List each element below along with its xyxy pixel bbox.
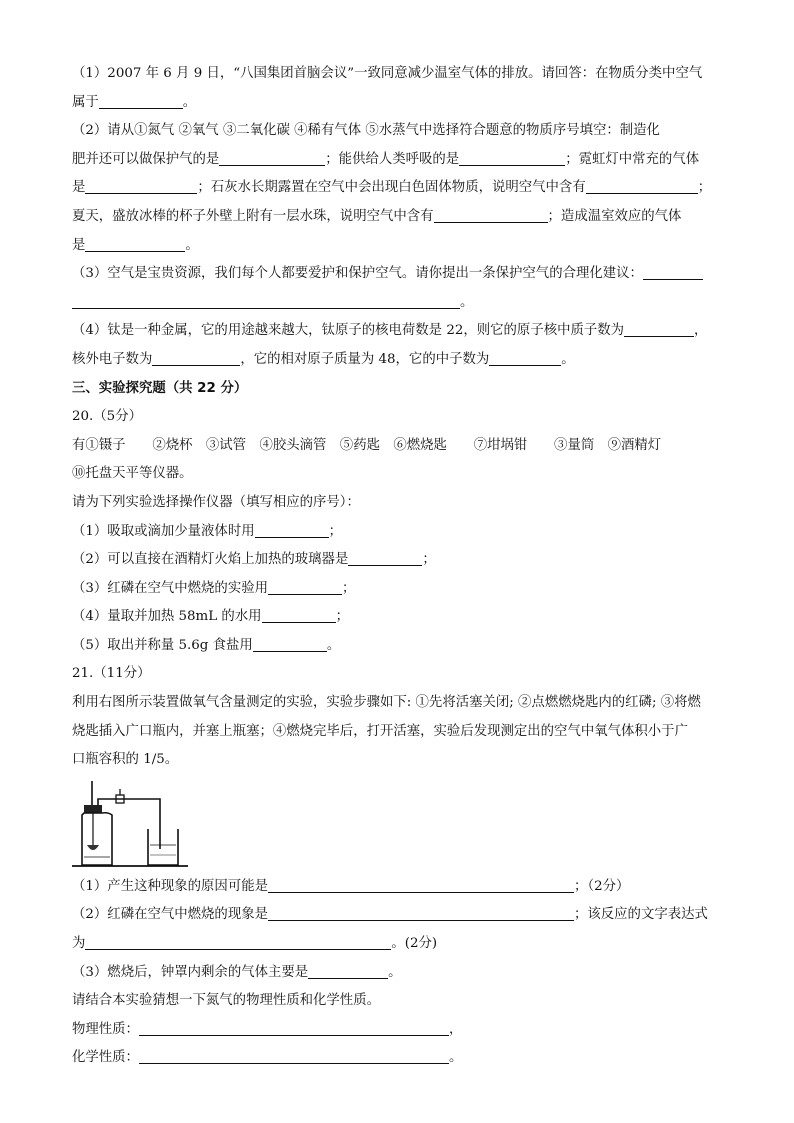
answer-blank[interactable] [348,550,422,566]
q20-tools-line1: 有①镊子 ②烧杯 ③试管 ④胶头滴管 ⑤药匙 ⑥燃烧匙 ⑦坩埚钳 ③量筒 ⑨酒精灯 [72,437,662,453]
apparatus-figure [72,775,732,873]
q19-text: ；能供给人类呼吸的是 [325,151,460,167]
punct: ； [328,523,342,539]
q21-text: 物理性质： [72,1021,139,1037]
q21-intro-line2: 烧匙插入广口瓶内，并塞上瓶塞；④燃烧完毕后，打开活塞，实验后发现测定出的空气中氧气体积小于广 [72,723,688,739]
q19-part1-prefix: 属于 [72,94,99,110]
q21-intro-line3: 口瓶容积的 1/5。 [72,752,179,768]
answer-blank[interactable] [489,350,561,366]
q21-physical [72,1016,732,1045]
q21-sub-3 [72,959,732,988]
punct: ； [422,552,436,568]
q19-part1-text: （1）2007 年 6 月 9 日，“八国集团首脑会议”一致同意减少温室气体的排放。请回答：在物质分类中空气 [72,66,703,81]
answer-blank[interactable] [253,636,327,652]
q20-item-4 [72,603,732,632]
q20-item-5 [72,632,732,661]
q21-guess: 请结合本实验猜想一下氮气的物理性质和化学性质。 [72,993,380,1009]
q19-part2-line2 [72,146,732,175]
answer-blank[interactable] [139,1020,449,1036]
punct: ， [694,323,708,339]
q20-item-2 [72,546,732,575]
punct: 。 [326,637,341,653]
q19-part3-text: （3）空气是宝贵资源，我们每个人都要爱护和保护空气。请你提出一条保护空气的合理化建议： [72,266,643,282]
q19-text: 夏天，盛放冰棒的杯子外壁上附有一层水珠，说明空气中含有 [72,208,434,224]
q19-part2-text: （2）请从①氮气 ②氧气 ③二氧化碳 ④稀有气体 ⑤水蒸气中选择符合题意的物质序号填空：制造化 [72,123,660,139]
q21-text: （1）产生这种现象的原因可能是 [72,878,268,894]
answer-blank[interactable] [262,607,336,623]
q20-item-text: （2）可以直接在酒精灯火焰上加热的玻璃器是 [72,552,349,568]
answer-blank[interactable] [99,93,183,109]
answer-blank[interactable] [268,905,574,921]
q19-part1-line2 [72,89,732,118]
answer-blank[interactable] [643,264,703,280]
punct: 。 [388,964,402,980]
q20-heading: 20.（5分） [72,409,142,425]
q21-text: 。(2分) [391,936,438,952]
q20-item-text: （4）量取并加热 58mL 的水用 [72,609,262,625]
q21-sub-2 [72,901,732,930]
q21-sub-1 [72,873,732,902]
q21-sub-2b [72,930,732,959]
punct: 。 [185,237,199,253]
q21-text: （3）燃烧后，钟罩内剩余的气体主要是 [72,964,309,980]
answer-blank[interactable] [459,150,565,166]
q21-text: ；该反应的文字表达式 [574,907,708,923]
q20-item-text: （5）取出并称量 5.6g 食盐用 [72,637,253,653]
answer-blank[interactable] [255,522,329,538]
answer-blank[interactable] [139,1048,449,1064]
q19-text: ；造成温室效应的气体 [547,208,682,224]
answer-blank[interactable] [72,293,460,309]
q19-part4-line1 [72,317,732,346]
q20-item-1 [72,518,732,547]
punct: ， [448,1021,463,1037]
q19-text: 是 [72,180,86,196]
answer-blank[interactable] [624,321,694,337]
q19-part3-line1 [72,260,732,289]
q19-part4-line2 [72,346,732,375]
answer-blank[interactable] [268,877,574,893]
answer-blank[interactable] [434,207,548,223]
q21-intro-line1: 利用右图所示装置做氧气含量测定的实验，实验步骤如下: ①先将活塞关闭; ②点燃燃烧匙内的红磷; ③将燃 [72,695,701,711]
punct: ； [335,609,349,625]
punct: 。 [182,94,197,110]
q21-text: 为 [72,936,86,952]
q20-tools-line2: ⑩托盘天平等仪器。 [72,466,193,482]
q21-text: 化学性质： [72,1050,139,1066]
punct: ； [697,180,712,196]
q21-heading: 21.（11分） [72,666,151,682]
punct: ； [342,580,356,596]
answer-blank[interactable] [152,350,240,366]
q19-text: ；霓虹灯中常充的气体 [565,151,700,167]
q20-item-text: （1）吸取或滴加少量液体时用 [72,523,255,539]
answer-blank[interactable] [586,178,698,194]
punct: 。 [460,294,474,310]
answer-blank[interactable] [219,150,325,166]
q19-part3-line2 [72,289,732,318]
q20-item-3 [72,575,732,604]
q19-text: ，它的相对原子质量为 48，它的中子数为 [240,351,490,367]
q21-text: （2）红磷在空气中燃烧的现象是 [72,907,268,923]
oxygen-measurement-apparatus-illustration [72,779,192,871]
section-title: 三、实验探究题（共 22 分） [72,380,248,396]
answer-blank[interactable] [85,934,391,950]
q19-part4-text: （4）钛是一种金属，它的用途越来越大，钛原子的核电荷数是 22，则它的原子核中质子数为 [72,323,625,339]
answer-blank[interactable] [85,178,197,194]
q20-item-text: （3）红磷在空气中燃烧的实验用 [72,580,268,596]
q21-chemical [72,1044,732,1073]
answer-blank[interactable] [85,236,185,252]
answer-blank[interactable] [308,963,388,979]
q19-part2-line4 [72,203,732,232]
q19-text: 肥并还可以做保护气的是 [72,151,220,167]
q19-part2-line1 [72,117,732,146]
worksheet-page [72,60,732,1073]
q19-text: 核外电子数为 [72,351,153,367]
q19-text: ；石灰水长期露置在空气中会出现白色固体物质，说明空气中含有 [197,180,586,196]
punct: 。 [448,1050,463,1066]
q21-text: ；（2分） [574,878,630,894]
q19-part2-line5 [72,232,732,261]
answer-blank[interactable] [268,579,342,595]
q19-part2-line3 [72,174,732,203]
punct: 。 [561,351,575,367]
q19-text: 是 [72,237,86,253]
q19-part1-line1 [72,60,732,89]
q20-instruction: 请为下列实验选择操作仪器（填写相应的序号）： [72,494,360,510]
